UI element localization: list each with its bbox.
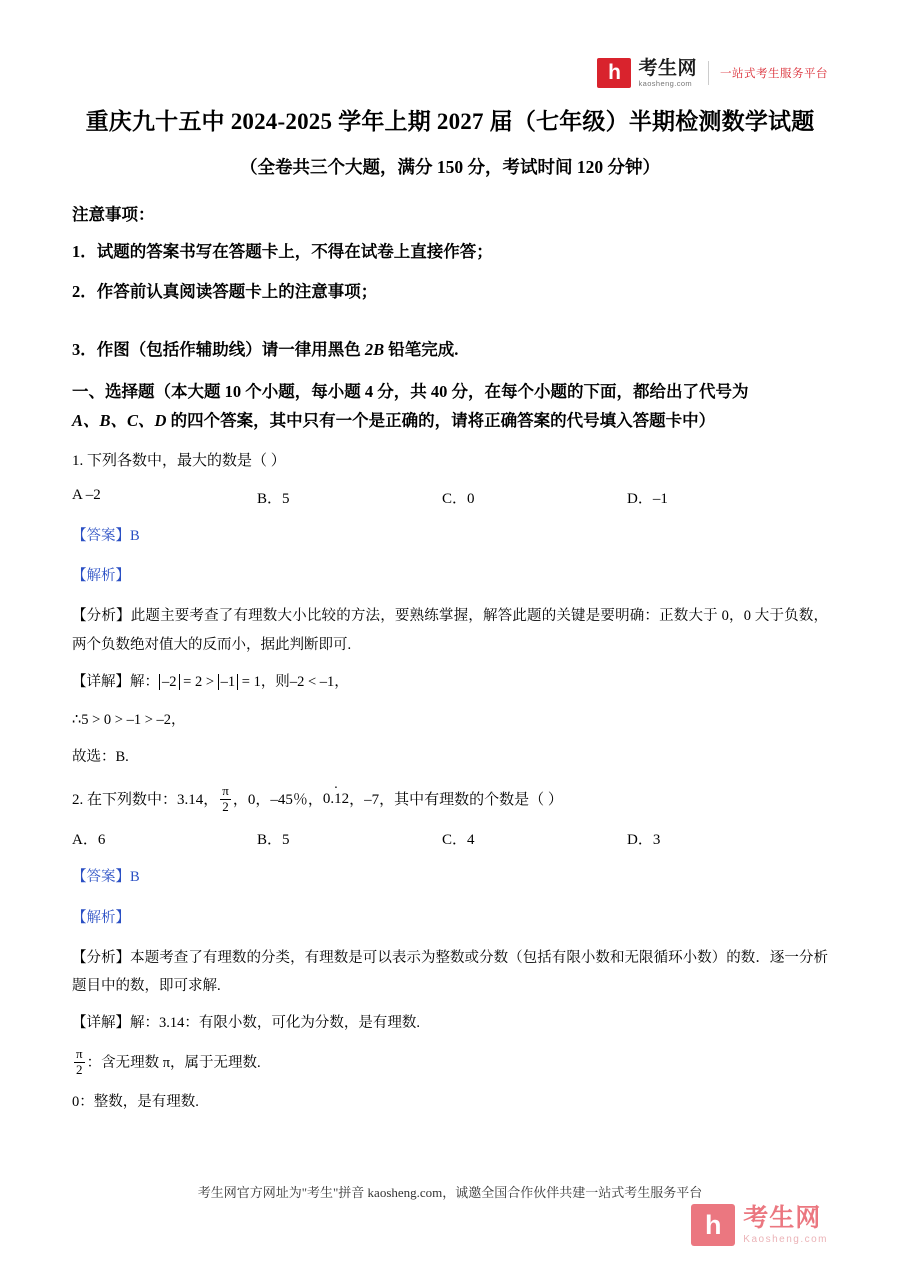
question-2-detail-2	[72, 1045, 828, 1079]
watermark-title: 考生网	[743, 1203, 822, 1232]
question-1-option-c[interactable]: C．0	[442, 491, 475, 508]
notice-item-3-math: 2B	[364, 340, 385, 360]
notice-item-3	[72, 337, 828, 363]
question-1-analysis-label: 【解析】	[72, 568, 130, 585]
notice-heading: 注意事项：	[72, 204, 155, 224]
fraction-pi-over-2-detail	[74, 1047, 85, 1078]
section-heading-math: A、B、C、D	[72, 410, 167, 430]
page-title: 重庆九十五中 2024-2025 学年上期 2027 届（七年级）半期检测数学试题	[85, 109, 815, 134]
logo-text	[638, 59, 697, 88]
section-heading-line1: 一、选择题（本大题 10 个小题，每小题 4 分，共 40 分，在每个小题的下面，都给出了代号为	[72, 381, 749, 401]
fraction-numerator: π	[222, 782, 229, 798]
compare-neg2-neg1: –2 < –1	[289, 673, 335, 690]
fraction-numerator-detail: π	[76, 1045, 83, 1061]
abs-value-neg2: –2	[159, 674, 180, 690]
question-2-detail-3: 0：整数，是有理数.	[72, 1093, 199, 1110]
question-1-detail-line-2	[72, 707, 828, 735]
page-subtitle: （全卷共三个大题，满分 150 分，考试时间 120 分钟）	[240, 156, 660, 177]
fraction-pi-over-2	[220, 784, 231, 815]
question-2-option-c[interactable]: C．4	[442, 832, 475, 849]
fraction-denominator: 2	[222, 798, 229, 814]
question-1-answer: 【答案】B	[72, 528, 140, 545]
question-2-analysis: 【分析】本题考查了有理数的分类，有理数是可以表示为整数或分数（包括有限小数和无限循环小数）的数．逐一分析题目中的数，即可求解.	[72, 949, 828, 995]
question-2-stem-pre: 2. 在下列数中：3.14，	[72, 791, 219, 808]
notice-item-3-post: 铅笔完成.	[384, 340, 459, 360]
question-2-options	[72, 828, 828, 849]
repeating-decimal: 0.12 ·	[323, 787, 349, 813]
logo-subtitle: kaosheng.com	[638, 78, 693, 88]
section-heading-choice	[72, 378, 828, 436]
question-1-options	[72, 487, 828, 508]
value-1: 1	[253, 673, 261, 690]
logo-slogan: 一站式考生服务平台	[720, 68, 828, 80]
notice-item-3-pre: 3．作图（包括作辅助线）请一律用黑色	[72, 340, 365, 360]
question-2-option-a[interactable]: A．6	[72, 832, 106, 849]
watermark-subtitle: Kaosheng.com	[743, 1233, 828, 1245]
question-1-detail-line-3: 故选：B.	[72, 749, 129, 766]
logo-divider	[708, 61, 709, 85]
question-1-option-d[interactable]: D．–1	[627, 491, 668, 508]
question-2-analysis-label: 【解析】	[72, 909, 130, 926]
logo-title: 考生网	[638, 57, 697, 79]
abs-value-neg1: –1	[218, 674, 239, 690]
compare-chain: 5 > 0 > –1 > –2，	[81, 711, 186, 728]
logo-mark-icon: h	[597, 58, 631, 88]
question-1-analysis: 【分析】此题主要考查了有理数大小比较的方法，要熟练掌握，解答此题的关键是要明确：正数大于 0，0 大于负数，两个负数绝对值大的反而小，据此判断即可.	[72, 608, 828, 653]
question-1-detail-prefix: 【详解】解：	[72, 673, 159, 690]
notice-item-2: 2．作答前认真阅读答题卡上的注意事项；	[72, 282, 378, 302]
footer-note: 考生网官方网址为"考生"拼音 kaosheng.com，诚邀全国合作伙伴共建一站式考生服务平台	[197, 1185, 703, 1200]
notice-item-1: 1．试题的答案书写在答题卡上，不得在试卷上直接作答；	[72, 241, 493, 261]
question-1-option-b[interactable]: B．5	[257, 491, 290, 508]
question-2-detail-2-text: ：含无理数 π，属于无理数.	[86, 1054, 261, 1071]
site-logo	[597, 58, 828, 88]
question-2-option-d[interactable]: D．3	[627, 832, 661, 849]
footer-watermark	[691, 1204, 828, 1246]
question-1-detail-tail: ，则	[260, 673, 290, 690]
question-1-detail-line-1: 【详解】解： –2 = 2 > –1 = 1，则–2 < –1，	[72, 673, 349, 690]
watermark-mark-icon: h	[691, 1204, 735, 1246]
section-heading-line2: 的四个答案，其中只有一个是正确的，请将正确答案的代号填入答题卡中）	[166, 410, 716, 430]
value-2: 2	[194, 673, 203, 690]
question-2-detail-1: 【详解】解：3.14：有限小数，可化为分数，是有理数.	[72, 1015, 420, 1032]
watermark-text	[743, 1203, 828, 1245]
question-2-stem-tail: ，–7，其中有理数的个数是（ ）	[349, 791, 563, 808]
fraction-denominator-detail: 2	[76, 1061, 83, 1077]
question-1-stem: 1. 下列各数中，最大的数是（ ）	[72, 452, 286, 469]
therefore-symbol: ∴	[72, 711, 82, 728]
question-1-option-a[interactable]: A –2	[72, 487, 101, 504]
question-2-answer: 【答案】B	[72, 869, 140, 886]
question-2-stem-post: ，0，–45％，	[232, 791, 323, 808]
question-2-option-b[interactable]: B．5	[257, 832, 290, 849]
question-2-stem	[72, 782, 828, 816]
